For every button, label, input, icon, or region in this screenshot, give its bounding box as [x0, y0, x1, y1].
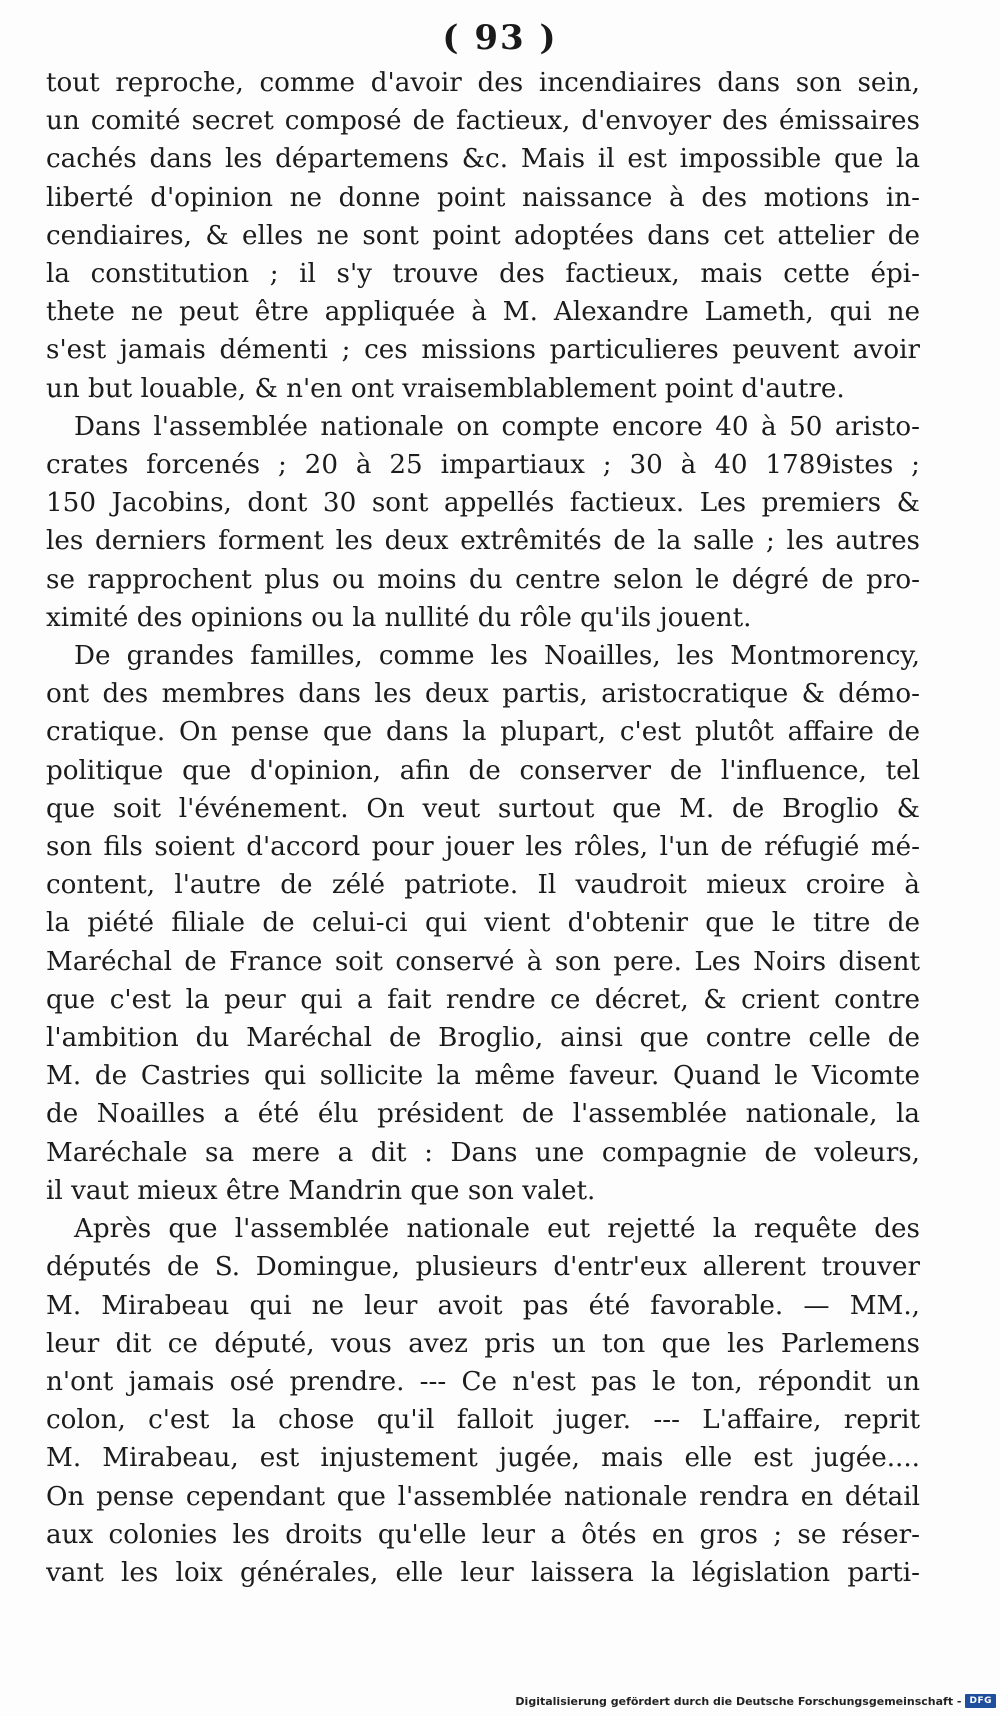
text-line: de Noailles a été élu président de l'assemblée nationale, la	[46, 1099, 920, 1130]
text-line: les derniers forment les deux extrêmités de la salle ; les autres	[46, 526, 920, 557]
text-line: colon, c'est la chose qu'il falloit juger. --- L'affaire, reprit	[46, 1405, 920, 1436]
text-line: la piété filiale de celui-ci qui vient d'obtenir que le titre de	[46, 908, 920, 939]
text-line: que c'est la peur qui a fait rendre ce décret, & crient contre	[46, 984, 920, 1015]
text-line: thete ne peut être appliquée à M. Alexandre Lameth, qui ne	[46, 297, 920, 328]
footer-text: Digitalisierung gefördert durch die Deutsche Forschungsgemeinschaft -	[515, 1694, 962, 1708]
text-line: tout reproche, comme d'avoir des incendiaires dans son sein,	[46, 68, 920, 98]
text-line: s'est jamais démenti ; ces missions particulieres peuvent avoir	[46, 335, 920, 366]
text-line: cratique. On pense que dans la plupart, c'est plutôt affaire de	[46, 717, 920, 748]
text-line: un comité secret composé de factieux, d'envoyer des émissaires	[46, 106, 920, 137]
text-line: ximité des opinions ou la nullité du rôle qu'ils jouent.	[46, 602, 752, 633]
text-line: 150 Jacobins, dont 30 sont appellés factieux. Les premiers &	[46, 488, 920, 519]
text-line: députés de S. Domingue, plusieurs d'entr'eux allerent trouver	[46, 1252, 920, 1283]
text-line: ont des membres dans les deux partis, aristocratique & démo-	[46, 679, 920, 710]
text-line: que soit l'événement. On veut surtout que M. de Broglio &	[46, 793, 920, 824]
text-line: M. Mirabeau, est injustement jugée, mais elle est jugée....	[46, 1443, 920, 1474]
text-line: leur dit ce député, vous avez pris un ton que les Parlemens	[46, 1328, 920, 1359]
text-line: vant les loix générales, elle leur laissera la législation parti-	[46, 1557, 920, 1588]
text-line: crates forcenés ; 20 à 25 impartiaux ; 30 à 40 1789istes ;	[46, 450, 920, 481]
dfg-logo: DFG	[965, 1694, 996, 1708]
text-line: content, l'autre de zélé patriote. Il vaudroit mieux croire à	[46, 870, 920, 901]
text-line: l'ambition du Maréchal de Broglio, ainsi que contre celle de	[46, 1023, 920, 1054]
body-text	[46, 64, 920, 1592]
text-line: aux colonies les droits qu'elle leur a ôtés en gros ; se réser-	[46, 1519, 920, 1550]
page-number: ( 93 )	[442, 18, 558, 58]
footer-credit	[515, 1688, 996, 1714]
text-line: la constitution ; il s'y trouve des factieux, mais cette épi-	[46, 259, 920, 290]
text-line: n'ont jamais osé prendre. --- Ce n'est pas le ton, répondit un	[46, 1366, 920, 1397]
text-line: Dans l'assemblée nationale on compte encore 40 à 50 aristo-	[74, 411, 920, 442]
text-line: politique que d'opinion, afin de conserver de l'influence, tel	[46, 755, 920, 786]
text-line: un but louable, & n'en ont vraisemblablement point d'autre.	[46, 373, 845, 404]
text-line: il vaut mieux être Mandrin que son valet.	[46, 1175, 596, 1206]
text-line: Maréchale sa mere a dit : Dans une compagnie de voleurs,	[46, 1137, 920, 1168]
text-line: Après que l'assemblée nationale eut rejetté la requête des	[74, 1214, 920, 1245]
text-line: On pense cependant que l'assemblée nationale rendra en détail	[46, 1481, 920, 1512]
text-line: liberté d'opinion ne donne point naissance à des motions in-	[46, 182, 920, 213]
text-line: De grandes familles, comme les Noailles, les Montmorency,	[74, 641, 920, 672]
text-line: cendiaires, & elles ne sont point adoptées dans cet attelier de	[46, 220, 920, 251]
text-line: son fils soient d'accord pour jouer les rôles, l'un de réfugié mé-	[46, 832, 920, 863]
text-line: M. de Castries qui sollicite la même faveur. Quand le Vicomte	[46, 1061, 920, 1092]
text-line: cachés dans les départemens &c. Mais il est impossible que la	[46, 144, 920, 175]
text-line: M. Mirabeau qui ne leur avoit pas été favorable. — MM.,	[46, 1290, 920, 1321]
text-line: se rapprochent plus ou moins du centre selon le dégré de pro-	[46, 564, 920, 595]
text-line: Maréchal de France soit conservé à son pere. Les Noirs disent	[46, 946, 920, 977]
